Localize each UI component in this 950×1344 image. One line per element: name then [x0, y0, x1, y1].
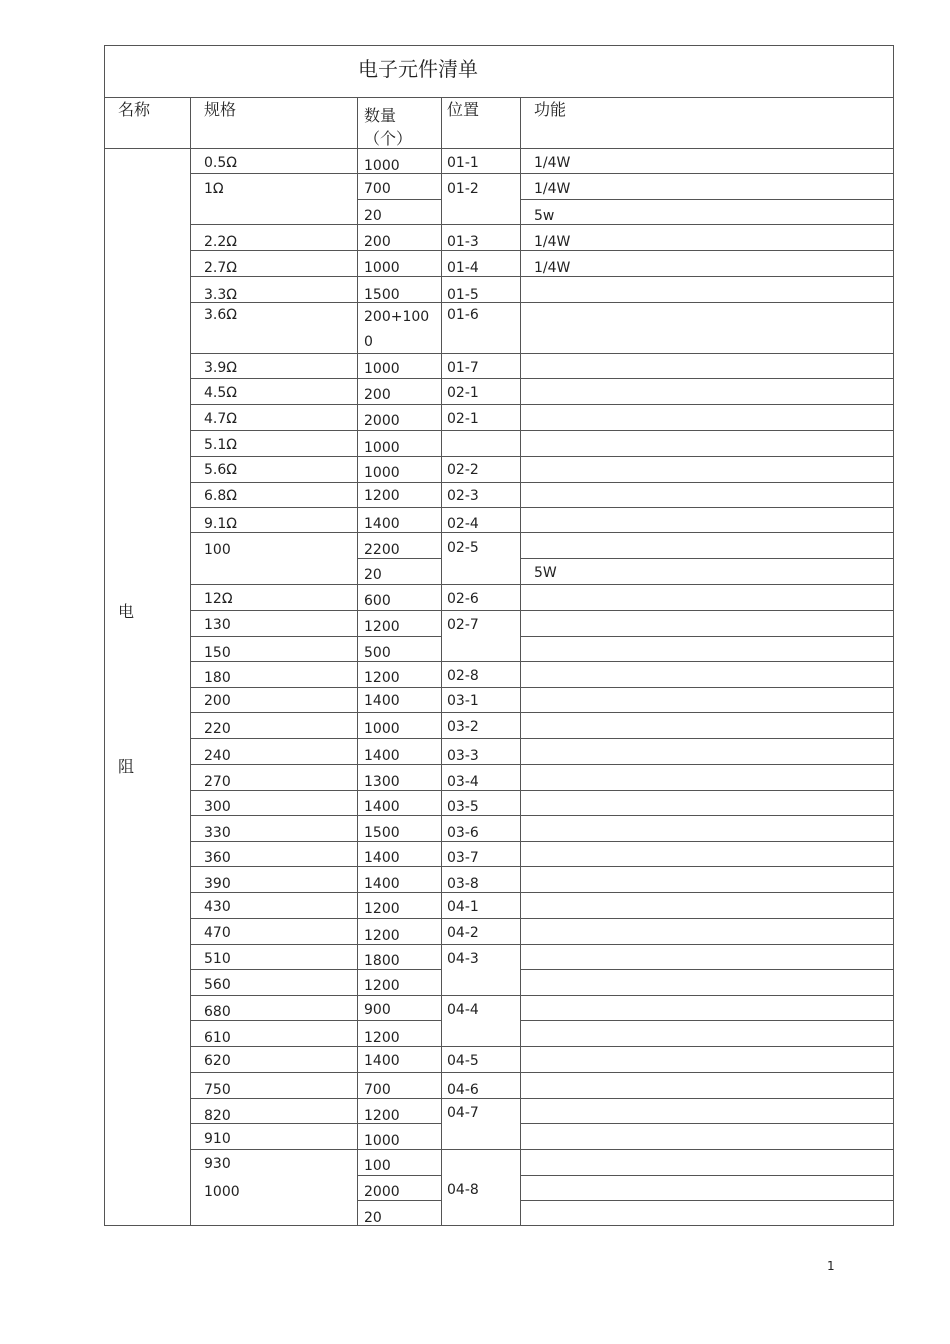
spec-cell: 330 — [204, 825, 231, 841]
quantity-cell: 900 — [364, 1002, 391, 1018]
position-cell: 02-1 — [447, 411, 479, 427]
row-divider — [520, 276, 894, 277]
position-cell: 02-6 — [447, 591, 479, 607]
row-divider — [520, 430, 894, 431]
row-divider — [190, 969, 357, 970]
row-divider — [357, 636, 441, 637]
quantity-cell: 2200 — [364, 542, 400, 558]
spec-cell: 300 — [204, 799, 231, 815]
row-divider — [520, 1149, 894, 1150]
row-divider — [190, 1098, 357, 1099]
row-divider — [441, 918, 520, 919]
row-divider — [190, 790, 357, 791]
spec-cell: 2.7Ω — [204, 260, 237, 276]
row-divider — [441, 1149, 520, 1150]
quantity-cell: 1000 — [364, 361, 400, 377]
position-cell: 02-2 — [447, 462, 479, 478]
row-divider — [520, 199, 894, 200]
category-char-1: 电 — [118, 602, 135, 621]
row-divider — [357, 404, 441, 405]
row-divider — [441, 661, 520, 662]
spec-cell: 220 — [204, 721, 231, 737]
row-divider — [441, 353, 520, 354]
position-cell: 02-1 — [447, 385, 479, 401]
row-divider — [520, 224, 894, 225]
spec-cell: 820 — [204, 1108, 231, 1124]
quantity-cell: 1000 — [364, 1133, 400, 1149]
row-divider — [357, 276, 441, 277]
spec-cell: 3.6Ω — [204, 307, 237, 323]
quantity-cell: 1200 — [364, 928, 400, 944]
row-divider — [190, 841, 357, 842]
page-number: 1 — [827, 1259, 835, 1273]
position-cell: 04-6 — [447, 1082, 479, 1098]
row-divider — [441, 250, 520, 251]
row-divider — [520, 1046, 894, 1047]
row-divider — [441, 790, 520, 791]
row-divider — [190, 636, 357, 637]
row-divider — [520, 250, 894, 251]
header-name: 名称 — [118, 100, 151, 119]
row-divider — [357, 532, 441, 533]
spec-cell: 150 — [204, 645, 231, 661]
category-char-2: 阻 — [118, 757, 135, 776]
row-divider — [357, 610, 441, 611]
row-divider — [104, 97, 894, 98]
function-cell: 1/4W — [534, 260, 571, 276]
header-quantity-unit: （个） — [364, 129, 413, 148]
position-cell: 03-3 — [447, 748, 479, 764]
row-divider — [357, 764, 441, 765]
row-divider — [520, 404, 894, 405]
function-cell: 1/4W — [534, 234, 571, 250]
quantity-cell: 1000 — [364, 440, 400, 456]
row-divider — [520, 1200, 894, 1201]
spec-cell: 5.6Ω — [204, 462, 237, 478]
row-divider — [357, 712, 441, 713]
row-divider — [357, 995, 441, 996]
quantity-cell: 200+100 — [364, 309, 430, 325]
row-divider — [441, 764, 520, 765]
row-divider — [190, 764, 357, 765]
row-divider — [441, 687, 520, 688]
row-divider — [190, 250, 357, 251]
position-cell: 01-3 — [447, 234, 479, 250]
row-divider — [357, 790, 441, 791]
spec-cell: 620 — [204, 1053, 231, 1069]
row-divider — [441, 841, 520, 842]
row-divider — [357, 866, 441, 867]
row-divider — [520, 841, 894, 842]
position-cell: 01-2 — [447, 181, 479, 197]
row-divider — [441, 1072, 520, 1073]
quantity-cell: 1200 — [364, 901, 400, 917]
position-cell: 03-2 — [447, 719, 479, 735]
row-divider — [520, 1020, 894, 1021]
row-divider — [520, 302, 894, 303]
quantity-cell: 1300 — [364, 774, 400, 790]
row-divider — [520, 815, 894, 816]
quantity-cell: 1400 — [364, 693, 400, 709]
spec-cell: 390 — [204, 876, 231, 892]
row-divider — [520, 687, 894, 688]
row-divider — [441, 815, 520, 816]
row-divider — [357, 815, 441, 816]
function-cell: 1/4W — [534, 181, 571, 197]
row-divider — [520, 584, 894, 585]
spec-cell: 6.8Ω — [204, 488, 237, 504]
row-divider — [441, 482, 520, 483]
row-divider — [520, 1175, 894, 1176]
quantity-cell: 1200 — [364, 619, 400, 635]
row-divider — [357, 738, 441, 739]
quantity-cell: 1500 — [364, 825, 400, 841]
row-divider — [357, 199, 441, 200]
quantity-cell: 500 — [364, 645, 391, 661]
row-divider — [190, 353, 357, 354]
row-divider — [190, 738, 357, 739]
row-divider — [357, 353, 441, 354]
row-divider — [520, 918, 894, 919]
quantity-cell: 200 — [364, 234, 391, 250]
row-divider — [357, 1098, 441, 1099]
row-divider — [441, 995, 520, 996]
spec-cell: 4.7Ω — [204, 411, 237, 427]
row-divider — [357, 1020, 441, 1021]
row-divider — [520, 944, 894, 945]
function-cell: 5W — [534, 565, 557, 581]
position-cell: 04-3 — [447, 951, 479, 967]
spec-cell: 510 — [204, 951, 231, 967]
quantity-cell: 1800 — [364, 953, 400, 969]
row-divider — [357, 892, 441, 893]
row-divider — [520, 995, 894, 996]
spec-cell: 130 — [204, 617, 231, 633]
spec-cell: 2.2Ω — [204, 234, 237, 250]
row-divider — [520, 378, 894, 379]
position-cell: 04-5 — [447, 1053, 479, 1069]
row-divider — [190, 918, 357, 919]
row-divider — [357, 456, 441, 457]
quantity-cell: 1000 — [364, 721, 400, 737]
row-divider — [441, 532, 520, 533]
row-divider — [357, 1200, 441, 1201]
row-divider — [190, 584, 357, 585]
row-divider — [441, 276, 520, 277]
row-divider — [190, 1046, 357, 1047]
header-position: 位置 — [447, 100, 480, 119]
row-divider — [190, 430, 357, 431]
row-divider — [357, 661, 441, 662]
page-title: 电子元件清单 — [358, 57, 478, 81]
quantity-cell: 20 — [364, 1210, 382, 1226]
spec-cell: 9.1Ω — [204, 516, 237, 532]
quantity-cell: 1000 — [364, 465, 400, 481]
quantity-cell: 1200 — [364, 1108, 400, 1124]
row-divider — [190, 610, 357, 611]
spec-cell: 270 — [204, 774, 231, 790]
row-divider — [190, 378, 357, 379]
row-divider — [441, 738, 520, 739]
quantity-cell: 2000 — [364, 413, 400, 429]
spec-cell: 4.5Ω — [204, 385, 237, 401]
position-cell: 03-1 — [447, 693, 479, 709]
position-cell: 01-4 — [447, 260, 479, 276]
header-quantity: 数量 — [364, 106, 397, 125]
header-spec: 规格 — [204, 100, 237, 119]
row-divider — [520, 892, 894, 893]
quantity-cell: 1400 — [364, 850, 400, 866]
row-divider — [441, 430, 520, 431]
row-divider — [357, 250, 441, 251]
header-function: 功能 — [534, 100, 567, 119]
row-divider — [190, 482, 357, 483]
quantity-cell: 1400 — [364, 748, 400, 764]
row-divider — [357, 969, 441, 970]
row-divider — [357, 918, 441, 919]
row-divider — [520, 866, 894, 867]
quantity-cell: 20 — [364, 567, 382, 583]
row-divider — [441, 892, 520, 893]
position-cell: 02-4 — [447, 516, 479, 532]
position-cell: 03-7 — [447, 850, 479, 866]
row-divider — [441, 1046, 520, 1047]
row-divider — [441, 866, 520, 867]
row-divider — [520, 790, 894, 791]
row-divider — [190, 404, 357, 405]
row-divider — [520, 353, 894, 354]
row-divider — [357, 224, 441, 225]
quantity-cell: 0 — [364, 334, 373, 350]
quantity-cell: 200 — [364, 387, 391, 403]
quantity-cell: 1400 — [364, 799, 400, 815]
position-cell: 02-8 — [447, 668, 479, 684]
quantity-cell: 100 — [364, 1158, 391, 1174]
quantity-cell: 1400 — [364, 1053, 400, 1069]
row-divider — [357, 687, 441, 688]
row-divider — [357, 584, 441, 585]
row-divider — [357, 430, 441, 431]
row-divider — [520, 764, 894, 765]
spec-cell: 680 — [204, 1004, 231, 1020]
row-divider — [357, 1046, 441, 1047]
row-divider — [520, 482, 894, 483]
position-cell: 03-5 — [447, 799, 479, 815]
row-divider — [520, 738, 894, 739]
spec-cell: 430 — [204, 899, 231, 915]
row-divider — [190, 866, 357, 867]
quantity-cell: 20 — [364, 208, 382, 224]
quantity-cell: 1000 — [364, 260, 400, 276]
row-divider — [520, 456, 894, 457]
spec-cell: 1Ω — [204, 181, 224, 197]
row-divider — [190, 687, 357, 688]
row-divider — [190, 661, 357, 662]
position-cell: 03-6 — [447, 825, 479, 841]
position-cell: 01-6 — [447, 307, 479, 323]
row-divider — [357, 1175, 441, 1176]
quantity-cell: 700 — [364, 1082, 391, 1098]
row-divider — [520, 1098, 894, 1099]
spec-cell: 560 — [204, 977, 231, 993]
row-divider — [441, 456, 520, 457]
row-divider — [441, 404, 520, 405]
row-divider — [441, 944, 520, 945]
row-divider — [520, 712, 894, 713]
spec-cell: 750 — [204, 1082, 231, 1098]
position-cell: 04-8 — [447, 1182, 479, 1198]
position-cell: 04-4 — [447, 1002, 479, 1018]
quantity-cell: 1500 — [364, 287, 400, 303]
spec-cell: 360 — [204, 850, 231, 866]
row-divider — [441, 1098, 520, 1099]
position-cell: 02-3 — [447, 488, 479, 504]
row-divider — [190, 1149, 357, 1150]
spec-cell: 0.5Ω — [204, 155, 237, 171]
quantity-cell: 1200 — [364, 670, 400, 686]
row-divider — [357, 558, 441, 559]
function-cell: 5w — [534, 208, 555, 224]
row-divider — [441, 610, 520, 611]
spec-cell: 12Ω — [204, 591, 233, 607]
quantity-cell: 1200 — [364, 1030, 400, 1046]
position-cell: 04-1 — [447, 899, 479, 915]
row-divider — [520, 610, 894, 611]
spec-cell: 100 — [204, 542, 231, 558]
row-divider — [520, 507, 894, 508]
row-divider — [357, 378, 441, 379]
spec-cell: 930 — [204, 1156, 231, 1172]
row-divider — [441, 507, 520, 508]
position-cell: 03-4 — [447, 774, 479, 790]
position-cell: 02-5 — [447, 540, 479, 556]
row-divider — [190, 456, 357, 457]
row-divider — [357, 1149, 441, 1150]
spec-cell: 910 — [204, 1131, 231, 1147]
quantity-cell: 2000 — [364, 1184, 400, 1200]
row-divider — [441, 378, 520, 379]
row-divider — [190, 944, 357, 945]
row-divider — [190, 1020, 357, 1021]
position-cell: 04-2 — [447, 925, 479, 941]
row-divider — [520, 1123, 894, 1124]
spec-cell: 240 — [204, 748, 231, 764]
position-cell: 03-8 — [447, 876, 479, 892]
row-divider — [441, 224, 520, 225]
position-cell: 01-5 — [447, 287, 479, 303]
row-divider — [520, 1072, 894, 1073]
row-divider — [520, 969, 894, 970]
spec-cell: 5.1Ω — [204, 437, 237, 453]
row-divider — [190, 815, 357, 816]
quantity-cell: 1400 — [364, 876, 400, 892]
position-cell: 04-7 — [447, 1105, 479, 1121]
spec-cell: 470 — [204, 925, 231, 941]
row-divider — [190, 995, 357, 996]
quantity-cell: 1200 — [364, 488, 400, 504]
row-divider — [441, 584, 520, 585]
row-divider — [104, 148, 894, 149]
row-divider — [357, 482, 441, 483]
row-divider — [441, 712, 520, 713]
row-divider — [190, 712, 357, 713]
quantity-cell: 1400 — [364, 516, 400, 532]
spec-cell: 3.9Ω — [204, 360, 237, 376]
spec-cell: 610 — [204, 1030, 231, 1046]
row-divider — [520, 558, 894, 559]
position-cell: 02-7 — [447, 617, 479, 633]
row-divider — [357, 1072, 441, 1073]
spec-cell: 180 — [204, 670, 231, 686]
row-divider — [190, 507, 357, 508]
row-divider — [190, 173, 357, 174]
row-divider — [357, 944, 441, 945]
spec-cell: 200 — [204, 693, 231, 709]
row-divider — [357, 841, 441, 842]
row-divider — [357, 507, 441, 508]
row-divider — [190, 532, 357, 533]
row-divider — [190, 892, 357, 893]
row-divider — [190, 224, 357, 225]
position-cell: 01-1 — [447, 155, 479, 171]
position-cell: 01-7 — [447, 360, 479, 376]
row-divider — [441, 173, 520, 174]
quantity-cell: 600 — [364, 593, 391, 609]
row-divider — [520, 173, 894, 174]
row-divider — [190, 276, 357, 277]
quantity-cell: 1200 — [364, 978, 400, 994]
function-cell: 1/4W — [534, 155, 571, 171]
quantity-cell: 1000 — [364, 158, 400, 174]
spec-cell: 3.3Ω — [204, 287, 237, 303]
row-divider — [190, 1072, 357, 1073]
row-divider — [520, 661, 894, 662]
spec-cell: 1000 — [204, 1184, 240, 1200]
row-divider — [520, 532, 894, 533]
row-divider — [520, 636, 894, 637]
quantity-cell: 700 — [364, 181, 391, 197]
